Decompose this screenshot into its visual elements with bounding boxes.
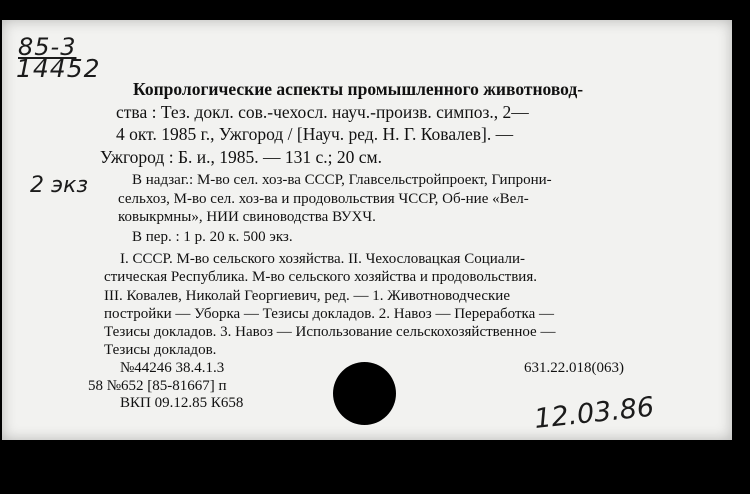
tracing-line-4: постройки — Уборка — Тезисы докладов. 2. Навоз — Переработка — <box>104 306 554 322</box>
annotation-line-2: сельхоз, М-во сел. хоз-ва и продовольствия ЧССР, Об-ние «Вел- <box>118 191 529 207</box>
title-line-3: Ужгород : Б. и., 1985. — 131 с.; 20 см. <box>100 147 382 167</box>
title-main: Копрологические аспекты промышленного животновод- <box>133 79 584 99</box>
tracing-line-2: стическая Республика. М-во сельского хозяйства и продовольствия. <box>104 269 537 285</box>
classification-index: 631.22.018(063) <box>524 360 624 376</box>
annotation-line-1: В надзаг.: М-во сел. хоз-ва СССР, Главсельстройпроект, Гипрони- <box>132 172 552 188</box>
tracing-line-3: III. Ковалев, Николай Георгиевич, ред. — 1. Животноводческие <box>104 288 510 304</box>
tracing-line-5: Тезисы докладов. 3. Навоз — Использование сельскохозяйственное — <box>104 324 556 340</box>
handwritten-copies: 2 экз <box>30 173 89 198</box>
annotation-line-3: ковыкрмны», НИИ свиноводства ВУХЧ. <box>118 209 376 225</box>
order-line: 58 №652 [85-81667] п <box>88 378 227 394</box>
vkp-line: ВКП 09.12.85 К658 <box>120 395 244 411</box>
shelfmark-line1: 85-3 <box>18 33 77 61</box>
title-line-2: 4 окт. 1985 г., Ужгород / [Науч. ред. Н. Г. Ковалев]. — <box>116 124 514 144</box>
punch-hole <box>333 362 396 425</box>
title-line-1: ства : Тез. докл. сов.-чехосл. науч.-произв. симпоз., 2— <box>116 102 529 122</box>
print-run: В пер. : 1 р. 20 к. 500 экз. <box>132 229 293 245</box>
shelfmark-line2: 14452 <box>16 54 101 83</box>
tracing-line-6: Тезисы докладов. <box>104 342 217 358</box>
tracing-line-1: I. СССР. М-во сельского хозяйства. II. Чехословацкая Социали- <box>120 251 526 267</box>
card-number: №44246 38.4.1.3 <box>120 360 225 376</box>
handwritten-date: 12.03.86 <box>532 391 656 435</box>
